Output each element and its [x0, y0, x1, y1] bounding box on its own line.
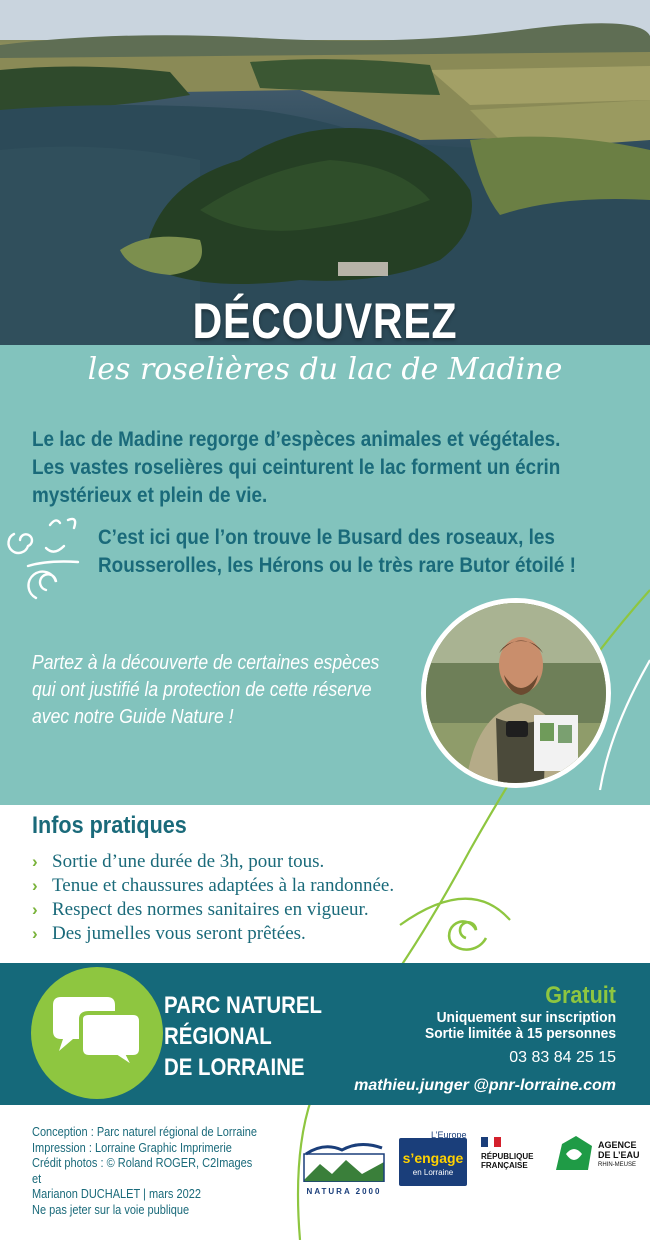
natura-label: NATURA 2000 — [306, 1187, 382, 1196]
europe-logo — [399, 1130, 467, 1186]
agence-line1: AGENCE — [598, 1140, 637, 1150]
list-item-text: Tenue et chaussures adaptées à la randonnée. — [52, 875, 395, 896]
guide-portrait — [421, 598, 611, 788]
hero-photo — [0, 0, 650, 345]
list-item-text: Respect des normes sanitaires en vigueur. — [52, 899, 369, 920]
phone-number[interactable]: 03 83 84 25 15 — [509, 1049, 616, 1066]
republique-line1: RÉPUBLIQUE — [481, 1152, 534, 1161]
republique-francaise-logo — [481, 1134, 541, 1190]
organizer-name-line: DE LORRAINE — [164, 1054, 305, 1081]
intro-paragraph: Le lac de Madine regorge d’espèces animales et végétales. Les vastes roselières qui ceinturent le lac forment un écrin mystérieux et plein de vie. — [32, 428, 561, 507]
agence-line3: RHIN-MEUSE — [598, 1162, 637, 1168]
guide-photo-image — [426, 603, 606, 783]
hero-title: DÉCOUVREZ — [192, 293, 458, 345]
credit-line: Crédit photos : © Roland ROGER, C2Images et — [32, 1156, 253, 1186]
organizer-name-line: PARC NATUREL — [164, 992, 322, 1019]
europe-line2: s’engage — [402, 1150, 464, 1166]
hero-subtitle: les roselières du lac de Madine — [87, 352, 563, 387]
email-link[interactable]: mathieu.junger @pnr-lorraine.com — [354, 1077, 616, 1094]
infos-list — [32, 850, 394, 946]
credit-line: Marianon DUCHALET | mars 2022 — [32, 1187, 201, 1201]
contact-block — [316, 982, 616, 1096]
credit-line: Impression : Lorraine Graphic Imprimerie — [32, 1140, 232, 1155]
republique-line2: FRANÇAISE — [481, 1161, 528, 1170]
agence-eau-logo — [552, 1130, 642, 1190]
limit-text: Sortie limitée à 15 personnes — [425, 1025, 616, 1042]
price-label: Gratuit — [545, 982, 616, 1009]
credit-line: Conception : Parc naturel régional de Lorraine — [32, 1125, 258, 1139]
credit-line: Ne pas jeter sur la voie publique — [32, 1202, 190, 1217]
list-item — [32, 874, 394, 898]
organizer-name — [164, 990, 334, 1083]
list-item-text: Des jumelles vous seront prêtées. — [52, 923, 306, 944]
list-item — [32, 898, 394, 922]
birds-paragraph: C’est ici que l’on trouve le Busard des roseaux, les Rousserolles, les Hérons ou le très rare Butor étoilé ! — [98, 526, 576, 577]
guide-paragraph: Partez à la découverte de certaines espèces qui ont justifié la protection de cette réserve avec notre Guide Nature ! — [32, 652, 380, 728]
organizer-name-line: RÉGIONAL — [164, 1023, 272, 1050]
europe-line1: L’Europe — [431, 1130, 467, 1140]
agence-line2: DE L’EAU — [598, 1150, 640, 1160]
list-item — [32, 922, 394, 946]
speech-bubbles-icon — [31, 967, 163, 1099]
europe-line3: en Lorraine — [412, 1168, 454, 1177]
chevron-right-icon: › — [32, 852, 38, 871]
list-item-text: Sortie d’une durée de 3h, pour tous. — [52, 851, 325, 872]
infos-title: Infos pratiques — [32, 812, 187, 839]
chevron-right-icon: › — [32, 876, 38, 895]
list-item — [32, 850, 394, 874]
chevron-right-icon: › — [32, 900, 38, 919]
registration-text: Uniquement sur inscription — [436, 1009, 616, 1026]
chevron-right-icon: › — [32, 924, 38, 943]
credits — [32, 1125, 261, 1218]
natura-2000-logo — [300, 1134, 388, 1194]
